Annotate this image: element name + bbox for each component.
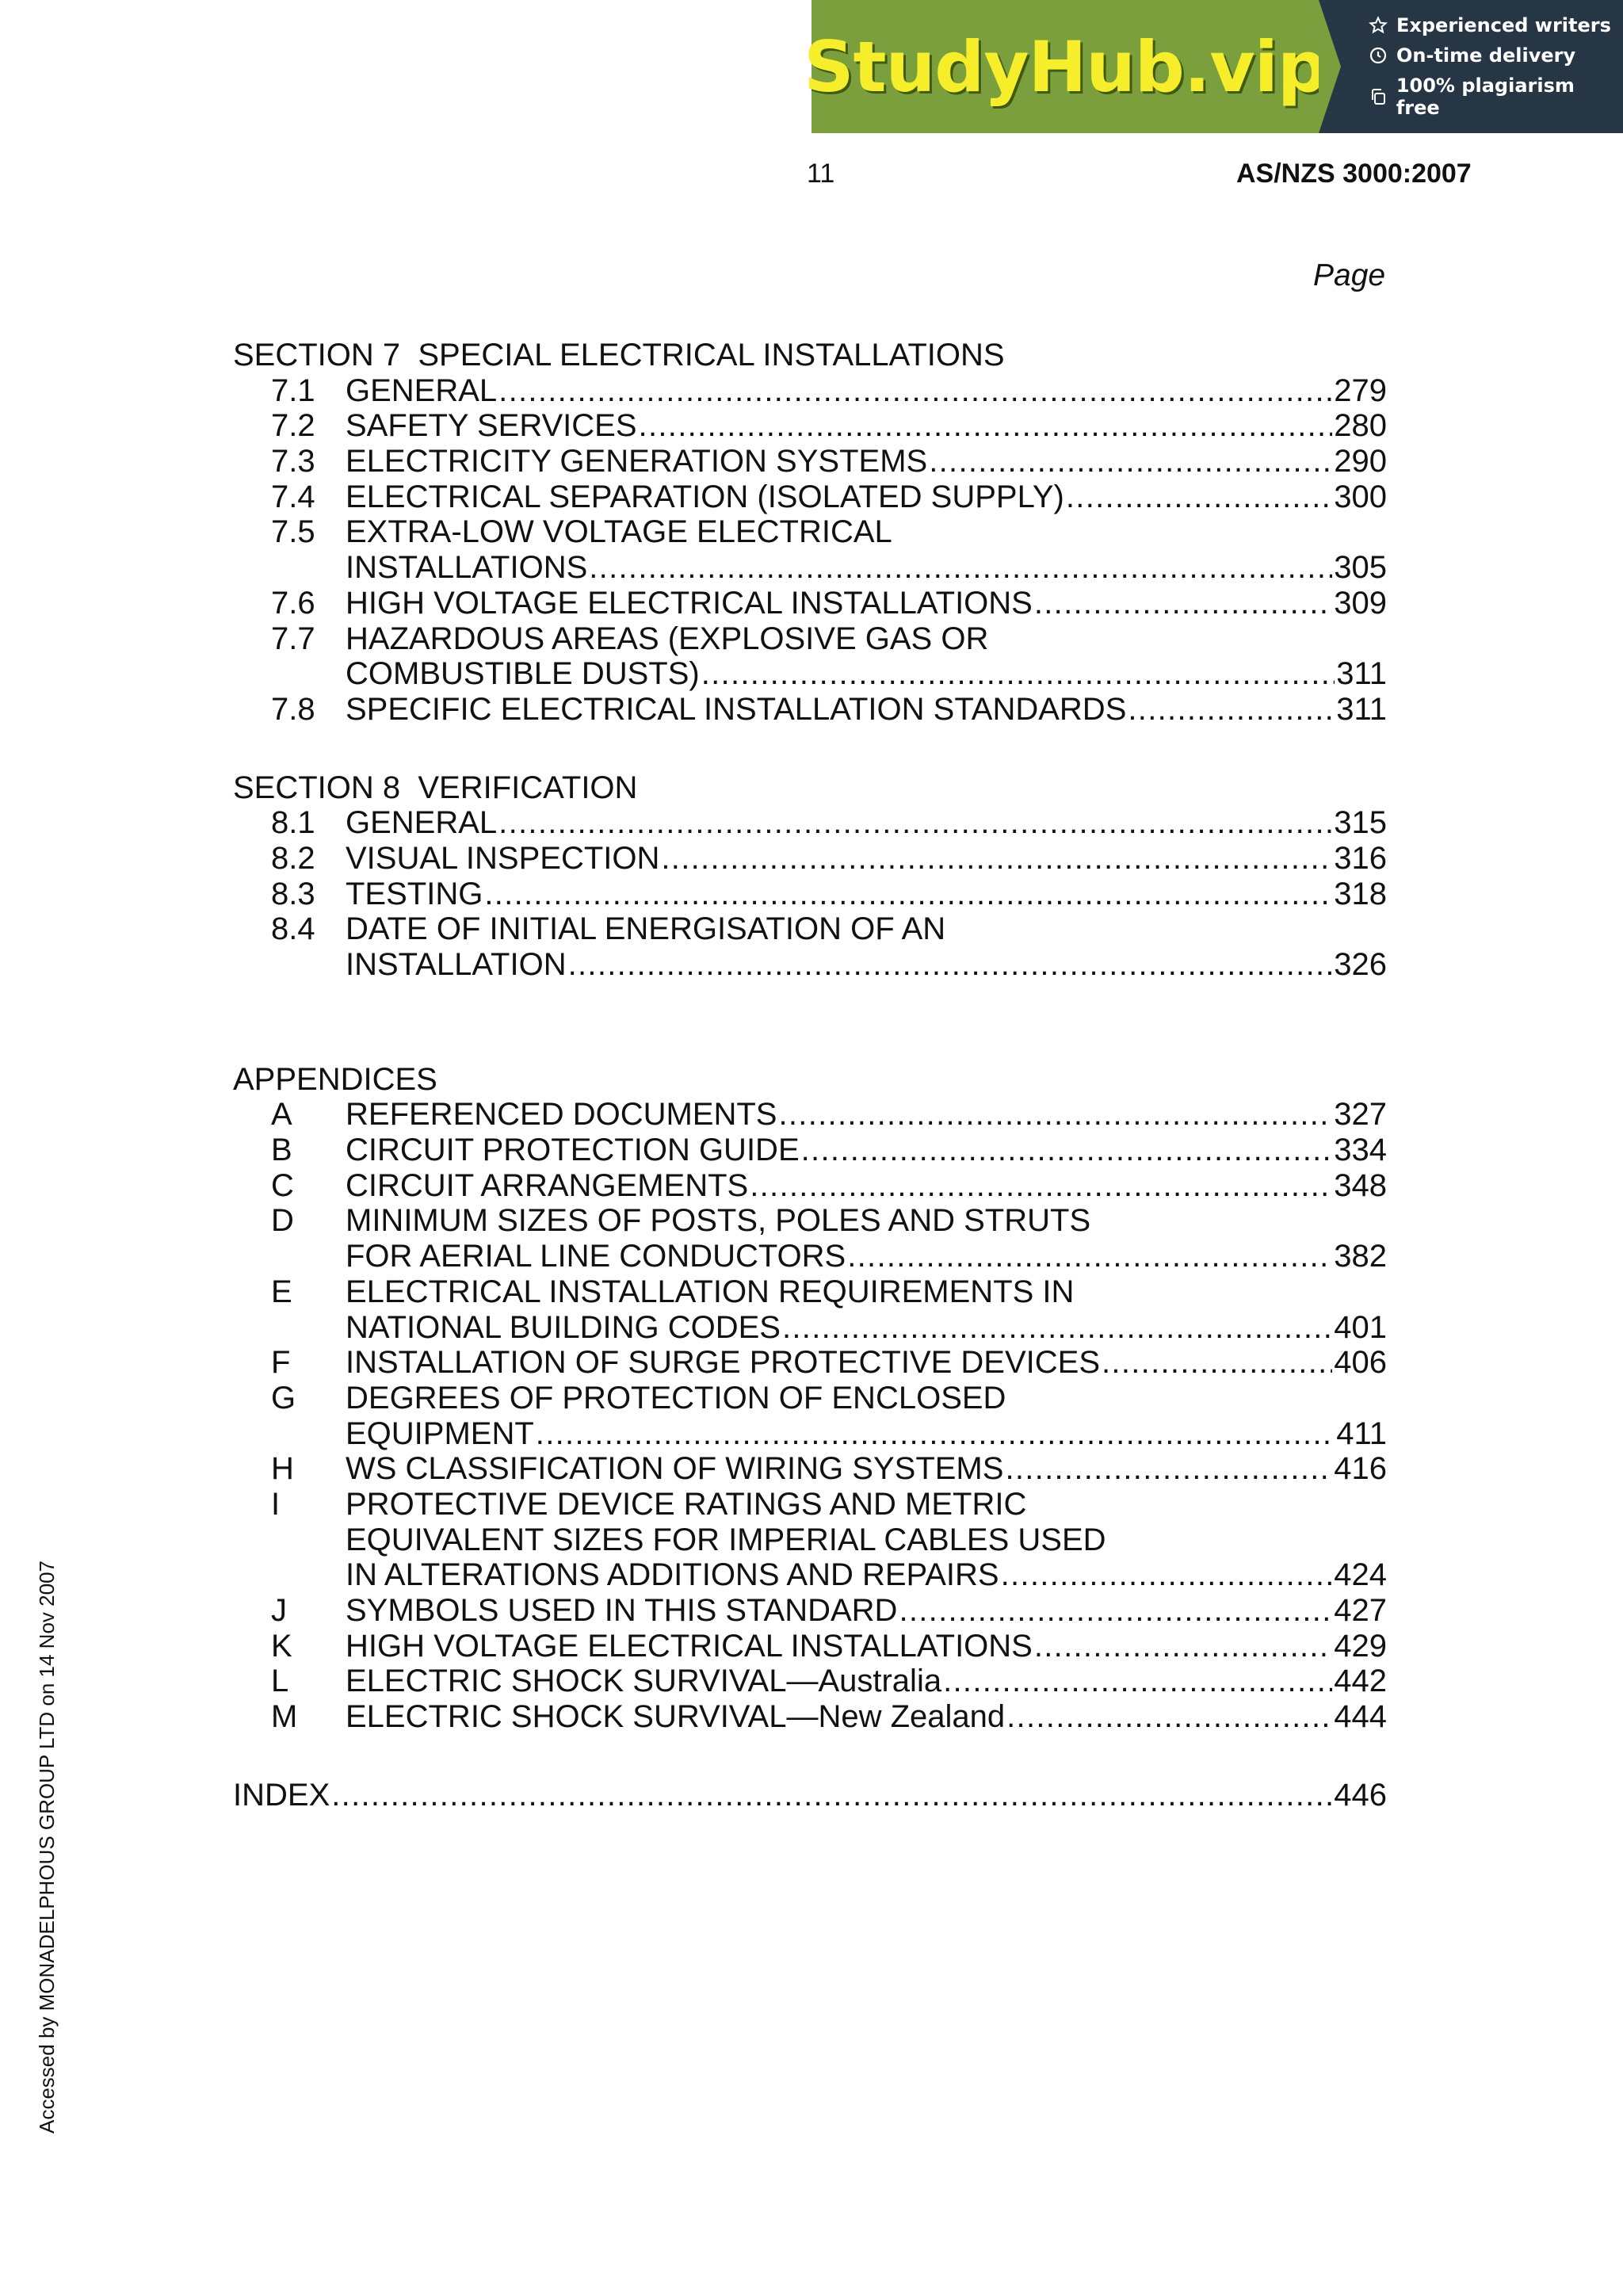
entry-page: 429: [1334, 1628, 1387, 1664]
toc-entry-line1[interactable]: [233, 911, 1387, 947]
dot-leader: [661, 841, 1332, 877]
dot-leader: [1001, 1557, 1333, 1593]
entry-number: 7.1: [271, 372, 315, 408]
entry-number: B: [271, 1133, 292, 1168]
entry-number: 7.2: [271, 408, 315, 444]
entry-title: WS CLASSIFICATION OF WIRING SYSTEMS: [346, 1451, 1004, 1487]
entry-title: GENERAL: [346, 372, 498, 408]
toc-index-entry[interactable]: [233, 1778, 1387, 1813]
page-column-label: Page: [1313, 258, 1386, 292]
entry-page: 427: [1334, 1593, 1387, 1628]
entry-number: K: [271, 1628, 292, 1664]
entry-number: 7.3: [271, 444, 315, 479]
banner-brand-panel: [804, 0, 1327, 133]
entry-number: D: [271, 1203, 294, 1239]
section-8-title: SECTION 8 VERIFICATION: [233, 770, 638, 805]
star-icon: [1368, 15, 1388, 36]
toc-entry[interactable]: [233, 656, 1387, 692]
table-of-contents: [233, 338, 1387, 1813]
dot-leader: [899, 1593, 1332, 1629]
banner-features-panel: [1319, 0, 1623, 133]
toc-entry[interactable]: [233, 805, 1387, 841]
entry-title: TESTING: [346, 876, 483, 911]
dot-leader: [1034, 1629, 1332, 1664]
entry-page: 309: [1334, 585, 1387, 621]
dot-leader: [929, 444, 1332, 479]
entry-title: EQUIPMENT: [346, 1415, 534, 1451]
toc-entry[interactable]: [233, 1629, 1387, 1664]
entry-number: 7.4: [271, 479, 315, 514]
entry-page: 279: [1334, 372, 1387, 408]
entry-page: 416: [1334, 1451, 1387, 1487]
dot-leader: [1005, 1451, 1332, 1487]
toc-entry[interactable]: [233, 586, 1387, 621]
entry-title: ELECTRIC SHOCK SURVIVAL—New Zealand: [346, 1699, 1006, 1735]
entry-title: GENERAL: [346, 805, 498, 841]
toc-entry[interactable]: [233, 1699, 1387, 1735]
dot-leader: [498, 805, 1332, 841]
entry-number: L: [271, 1664, 289, 1699]
entry-title-line1: PROTECTIVE DEVICE RATINGS AND METRIC: [346, 1486, 1027, 1522]
entry-number: 8.3: [271, 876, 315, 911]
entry-page: 411: [1336, 1415, 1387, 1451]
dot-leader: [1006, 1699, 1332, 1735]
toc-entry[interactable]: [233, 877, 1387, 912]
toc-entry[interactable]: [233, 1416, 1387, 1452]
entry-title: HIGH VOLTAGE ELECTRICAL INSTALLATIONS: [346, 585, 1033, 621]
entry-number: 7.8: [271, 691, 315, 727]
entry-page: 326: [1334, 947, 1387, 982]
toc-entry[interactable]: [233, 1133, 1387, 1168]
entry-page: 442: [1334, 1664, 1387, 1699]
toc-entry[interactable]: [233, 1593, 1387, 1629]
toc-entry[interactable]: [233, 1310, 1387, 1346]
dot-leader: [568, 947, 1333, 983]
entry-page: 300: [1334, 479, 1387, 514]
entry-number: M: [271, 1699, 298, 1735]
feature-text: 100% plagiarism free: [1396, 74, 1575, 119]
brand-logo-text: StudyHub.vip: [804, 25, 1327, 108]
dot-leader: [498, 373, 1332, 409]
section-7-title: SECTION 7 SPECIAL ELECTRICAL INSTALLATIONS: [233, 338, 1005, 372]
entry-number: H: [271, 1451, 294, 1487]
dot-leader: [1128, 692, 1335, 728]
entry-title: HIGH VOLTAGE ELECTRICAL INSTALLATIONS: [346, 1628, 1033, 1664]
page-number: 11: [807, 159, 835, 189]
dot-leader: [943, 1664, 1332, 1699]
index-title: INDEX: [233, 1777, 330, 1813]
entry-title: NATIONAL BUILDING CODES: [346, 1309, 781, 1345]
entry-title: ELECTRIC SHOCK SURVIVAL—Australia: [346, 1664, 942, 1699]
entry-title-line1: DATE OF INITIAL ENERGISATION OF AN: [346, 911, 946, 947]
toc-entry-line1[interactable]: [233, 1274, 1387, 1310]
dot-leader: [782, 1310, 1332, 1346]
dot-leader: [1066, 479, 1332, 515]
entry-title: REFERENCED DOCUMENTS: [346, 1097, 777, 1133]
dot-leader: [536, 1416, 1335, 1452]
entry-page: 316: [1334, 840, 1387, 876]
entry-number: 7.5: [271, 514, 315, 550]
entry-number: G: [271, 1380, 296, 1415]
dot-leader: [778, 1097, 1332, 1133]
toc-entry-line1[interactable]: [233, 514, 1387, 550]
entry-title-line2: EQUIVALENT SIZES FOR IMPERIAL CABLES USED: [346, 1522, 1106, 1557]
toc-entry[interactable]: [233, 408, 1387, 444]
entry-title-line1: HAZARDOUS AREAS (EXPLOSIVE GAS OR: [346, 621, 989, 656]
entry-title-line1: DEGREES OF PROTECTION OF ENCLOSED: [346, 1380, 1006, 1415]
toc-entry[interactable]: [233, 444, 1387, 479]
toc-entry-line1[interactable]: [233, 1487, 1387, 1522]
entry-page: 318: [1334, 876, 1387, 911]
dot-leader: [847, 1239, 1332, 1274]
feature-text: On-time delivery: [1396, 44, 1576, 67]
entry-page: 305: [1334, 550, 1387, 586]
toc-entry-line2[interactable]: [233, 1522, 1387, 1558]
entry-page: 290: [1334, 444, 1387, 479]
entry-number: 7.6: [271, 585, 315, 621]
entry-page: 382: [1334, 1239, 1387, 1274]
entry-number: A: [271, 1097, 292, 1133]
entry-title: COMBUSTIBLE DUSTS): [346, 656, 700, 692]
feature-item: [1368, 74, 1623, 119]
feature-text: Experienced writers: [1396, 14, 1611, 36]
entry-title: INSTALLATION: [346, 947, 567, 982]
dot-leader: [331, 1778, 1332, 1813]
entry-title: SPECIFIC ELECTRICAL INSTALLATION STANDARDS: [346, 691, 1127, 727]
toc-entry[interactable]: [233, 1097, 1387, 1133]
entry-number: C: [271, 1167, 294, 1203]
entry-page: 280: [1334, 408, 1387, 444]
toc-entry[interactable]: [233, 1345, 1387, 1381]
entry-title: ELECTRICITY GENERATION SYSTEMS: [346, 444, 928, 479]
toc-entry[interactable]: [233, 1664, 1387, 1699]
clock-icon: [1368, 45, 1388, 66]
entry-number: 7.7: [271, 621, 315, 656]
entry-title-line1: MINIMUM SIZES OF POSTS, POLES AND STRUTS: [346, 1203, 1091, 1239]
toc-entry[interactable]: [233, 1557, 1387, 1593]
promo-banner[interactable]: [804, 0, 1623, 133]
dot-leader: [801, 1133, 1333, 1168]
entry-page: 444: [1334, 1699, 1387, 1735]
document-code: AS/NZS 3000:2007: [1236, 159, 1472, 189]
entry-title: CIRCUIT PROTECTION GUIDE: [346, 1133, 800, 1168]
entry-title: SAFETY SERVICES: [346, 408, 637, 444]
dot-leader: [701, 656, 1335, 692]
entry-page: 311: [1336, 691, 1387, 727]
dot-leader: [484, 877, 1332, 912]
entry-title: INSTALLATIONS: [346, 550, 588, 586]
entry-number: I: [271, 1486, 281, 1522]
entry-page: 311: [1336, 656, 1387, 692]
entry-number: E: [271, 1274, 292, 1309]
feature-item: [1368, 14, 1623, 36]
entry-page: 406: [1334, 1345, 1387, 1381]
entry-page: 334: [1334, 1133, 1387, 1168]
dot-leader: [589, 550, 1332, 586]
toc-entry[interactable]: [233, 841, 1387, 877]
entry-number: 8.4: [271, 911, 315, 947]
toc-entry[interactable]: [233, 947, 1387, 983]
toc-entry[interactable]: [233, 1239, 1387, 1274]
copy-icon: [1368, 86, 1388, 107]
entry-number: 8.1: [271, 805, 315, 841]
toc-entry-line1[interactable]: [233, 621, 1387, 657]
entry-title: IN ALTERATIONS ADDITIONS AND REPAIRS: [346, 1557, 999, 1593]
appendices-title: APPENDICES: [233, 1061, 437, 1097]
feature-item: [1368, 44, 1623, 67]
entry-page: 424: [1334, 1557, 1387, 1593]
dot-leader: [750, 1168, 1332, 1204]
entry-number: 8.2: [271, 840, 315, 876]
toc-entry[interactable]: [233, 479, 1387, 515]
entry-page: 348: [1334, 1167, 1387, 1203]
toc-entry[interactable]: [233, 1451, 1387, 1487]
toc-entry-line1[interactable]: [233, 1203, 1387, 1239]
entry-title: ELECTRICAL SEPARATION (ISOLATED SUPPLY): [346, 479, 1064, 514]
entry-page: 315: [1334, 805, 1387, 841]
entry-title: SYMBOLS USED IN THIS STANDARD: [346, 1593, 898, 1628]
entry-number: J: [271, 1593, 287, 1628]
entry-page: 401: [1334, 1309, 1387, 1345]
entry-title: CIRCUIT ARRANGEMENTS: [346, 1167, 749, 1203]
entry-page: 327: [1334, 1097, 1387, 1133]
toc-entry[interactable]: [233, 373, 1387, 409]
toc-entry[interactable]: [233, 692, 1387, 728]
dot-leader: [639, 408, 1333, 444]
entry-title-line1: EXTRA-LOW VOLTAGE ELECTRICAL: [346, 514, 892, 550]
toc-entry[interactable]: [233, 550, 1387, 586]
entry-title: FOR AERIAL LINE CONDUCTORS: [346, 1239, 846, 1274]
entry-title-line1: ELECTRICAL INSTALLATION REQUIREMENTS IN: [346, 1274, 1075, 1309]
entry-title: VISUAL INSPECTION: [346, 840, 660, 876]
toc-entry-line1[interactable]: [233, 1381, 1387, 1416]
dot-leader: [1102, 1345, 1332, 1381]
access-watermark: Accessed by MONADELPHOUS GROUP LTD on 14 Nov 2007: [35, 1561, 59, 2134]
dot-leader: [1034, 586, 1332, 621]
toc-entry[interactable]: [233, 1168, 1387, 1204]
index-page: 446: [1334, 1777, 1387, 1813]
entry-title: INSTALLATION OF SURGE PROTECTIVE DEVICES: [346, 1345, 1101, 1381]
entry-number: F: [271, 1345, 291, 1381]
